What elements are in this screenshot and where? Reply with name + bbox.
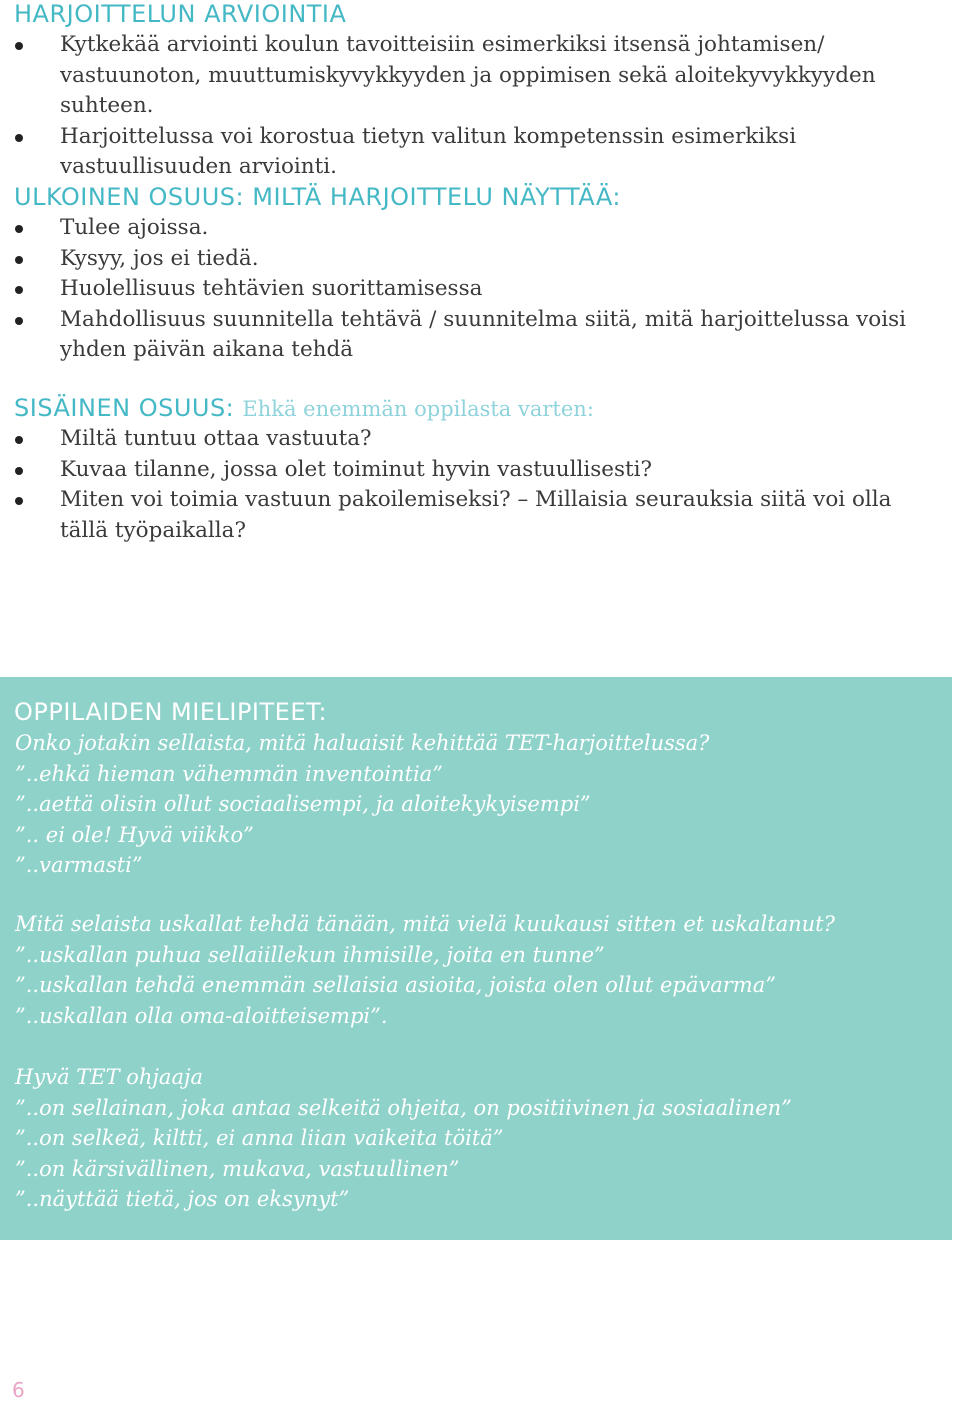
- internal-part-list: [14, 424, 944, 546]
- answer: ”..on sellainan, joka antaa selkeitä ohjeita, on positiivinen ja sosiaalinen”: [15, 1095, 792, 1120]
- answer: ”..uskallan puhua sellaiillekun ihmisille, joita en tunne”: [15, 942, 605, 967]
- bullet-icon: [15, 436, 23, 444]
- answer: ”..näyttää tietä, jos on eksynyt”: [15, 1187, 350, 1212]
- answer: ”..aettä olisin ollut sociaalisempi, ja aloitekykyisempi”: [15, 792, 591, 817]
- list-item: Miten voi toimia vastuun pakoilemiseksi? – Millaisia seurauksia siitä voi olla tällä työpaikalla?: [14, 485, 944, 546]
- bullet-icon: [15, 497, 23, 505]
- section-heading-external-part: ULKOINEN OSUUS: MILTÄ HARJOITTELU NÄYTTÄÄ:: [14, 183, 621, 211]
- answer: ”.. ei ole! Hyvä viikko”: [15, 822, 254, 847]
- bullet-icon: [15, 317, 23, 325]
- bullet-icon: [15, 42, 23, 50]
- question: Onko jotakin sellaista, mitä haluaisit kehittää TET-harjoittelussa?: [15, 731, 710, 755]
- external-part-list: [14, 213, 944, 366]
- evaluation-list: [14, 30, 944, 183]
- student-opinions-heading: OPPILAIDEN MIELIPITEET:: [14, 698, 328, 726]
- answer: ”..uskallan tehdä enemmän sellaisia asioita, joista olen ollut epävarma”: [15, 973, 776, 998]
- answer: ”..uskallan olla oma-aloitteisempi”.: [15, 1003, 388, 1028]
- section-heading-evaluation: HARJOITTELUN ARVIOINTIA: [14, 0, 347, 28]
- answer: ”..ehkä hieman vähemmän inventointia”: [15, 761, 443, 786]
- list-item: Kysyy, jos ei tiedä.: [14, 244, 944, 275]
- list-item: Huolellisuus tehtävien suorittamisessa: [14, 274, 944, 305]
- list-item: Tulee ajoissa.: [14, 213, 944, 244]
- opinions-block-supervisor: [15, 1062, 792, 1215]
- list-item: Kytkekää arviointi koulun tavoitteisiin esimerkiksi itsensä johtamisen/ vastuunoton, muuttumiskyvykkyyden ja oppimisen sekä aloitekyvykkyyden suhteen.: [14, 30, 944, 122]
- list-item: Mahdollisuus suunnitella tehtävä / suunnitelma siitä, mitä harjoittelussa voisi yhden päivän aikana tehdä: [14, 305, 944, 366]
- bullet-icon: [15, 134, 23, 142]
- list-item: Harjoittelussa voi korostua tietyn valitun kompetenssin esimerkiksi vastuullisuuden arviointi.: [14, 122, 944, 183]
- opinions-block-courage: [15, 909, 835, 1031]
- answer: ”..on selkeä, kiltti, ei anna liian vaikeita töitä”: [15, 1126, 504, 1151]
- list-item: Miltä tuntuu ottaa vastuuta?: [14, 424, 944, 455]
- bullet-icon: [15, 467, 23, 475]
- answer: ”..on kärsivällinen, mukava, vastuullinen”: [15, 1156, 460, 1181]
- bullet-icon: [15, 225, 23, 233]
- list-item: Kuvaa tilanne, jossa olet toiminut hyvin vastuullisesti?: [14, 455, 944, 486]
- student-opinions-panel: [0, 677, 952, 1240]
- bullet-icon: [15, 256, 23, 264]
- answer: ”..varmasti”: [15, 853, 143, 878]
- bullet-icon: [15, 286, 23, 294]
- internal-part-title: SISÄINEN OSUUS:: [14, 394, 235, 422]
- page-number: 6: [12, 1378, 25, 1402]
- question: Mitä selaista uskallat tehdä tänään, mitä vielä kuukausi sitten et uskaltanut?: [15, 912, 835, 936]
- section-heading-internal-part: [14, 394, 594, 423]
- opinions-block-develop: [15, 728, 709, 881]
- internal-part-subtitle: Ehkä enemmän oppilasta varten:: [242, 397, 594, 421]
- question: Hyvä TET ohjaaja: [15, 1065, 204, 1089]
